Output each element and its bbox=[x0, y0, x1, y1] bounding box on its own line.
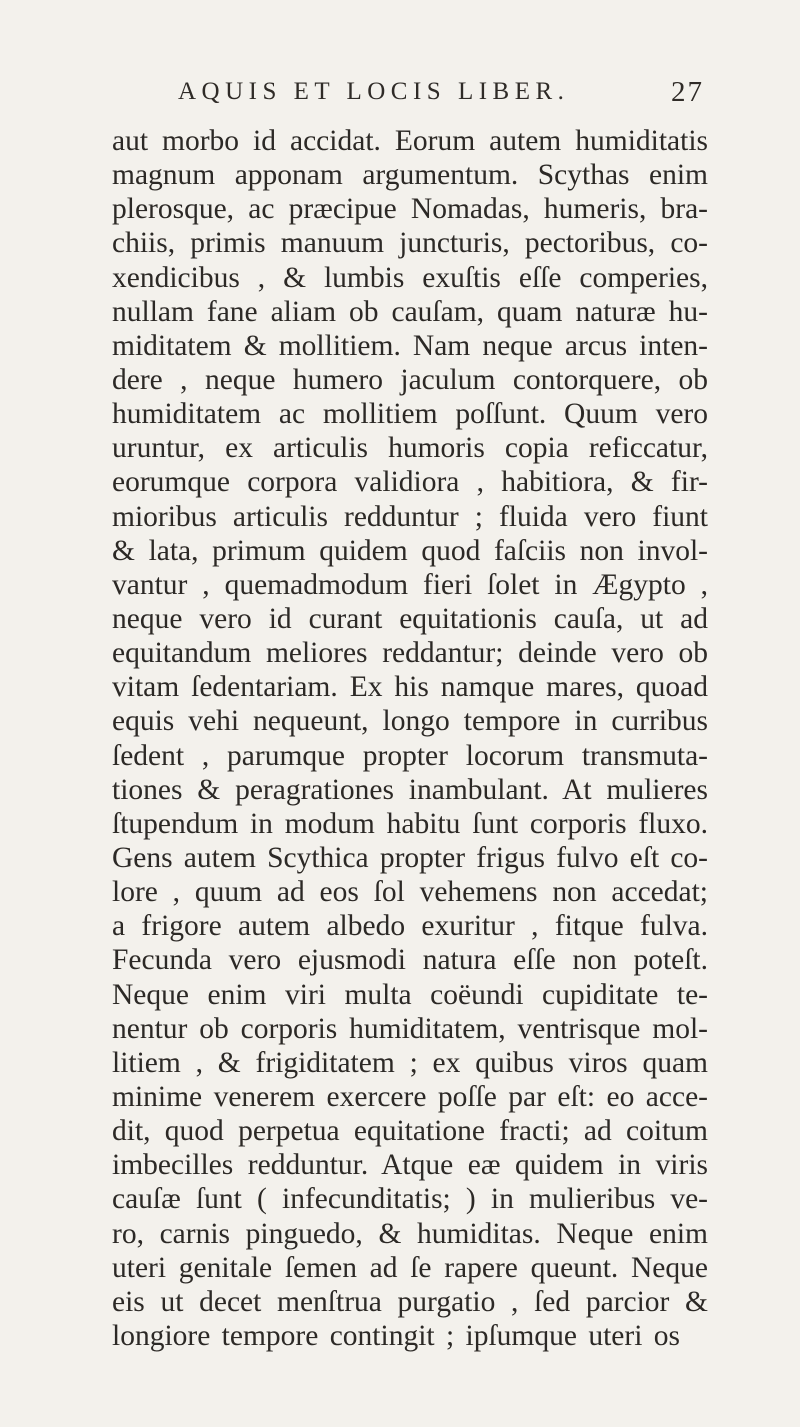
text-line: nentur ob corporis humiditatem, ventrisque mol- bbox=[112, 1012, 708, 1045]
text-line: aut morbo id accidat. Eorum autem humiditatis bbox=[112, 125, 708, 157]
text-line: uteri genitale ſemen ad ſe rapere queunt. Neque bbox=[112, 1251, 708, 1284]
text-line: ſedent , parumque propter locorum transmuta- bbox=[112, 739, 708, 772]
text-line: & lata, primum quidem quod faſciis non invol- bbox=[112, 534, 708, 567]
text-line: Gens autem Scythica propter frigus fulvo eſt co- bbox=[112, 841, 708, 874]
text-line: magnum apponam argumentum. Scythas enim bbox=[112, 159, 708, 192]
running-title: AQUIS ET LOCIS LIBER. bbox=[178, 78, 570, 105]
text-line: uruntur, ex articulis humoris copia reficcatur, bbox=[112, 432, 708, 465]
text-line: minime venerem exercere poſſe par eſt: eo acce- bbox=[112, 1080, 708, 1113]
text-line: Neque enim viri multa coëundi cupiditate te- bbox=[112, 978, 708, 1011]
text-line: xendicibus , & lumbis exuſtis eſſe comperies, bbox=[112, 261, 708, 294]
text-line: humiditatem ac mollitiem poſſunt. Quum vero bbox=[112, 398, 708, 431]
text-line: eorumque corpora validiora , habitiora, & fir- bbox=[112, 466, 708, 499]
text-line: miditatem & mollitiem. Nam neque arcus inten- bbox=[112, 329, 708, 362]
running-header bbox=[0, 78, 800, 108]
text-line: litiem , & frigiditatem ; ex quibus viros quam bbox=[112, 1046, 708, 1079]
text-line: chiis, primis manuum juncturis, pectoribus, co- bbox=[112, 227, 708, 260]
text-line: nullam fane aliam ob cauſam, quam naturæ hu- bbox=[112, 295, 708, 328]
text-line: dit, quod perpetua equitatione fracti; ad coitum bbox=[112, 1115, 708, 1148]
text-line: ſtupendum in modum habitu ſunt corporis fluxo. bbox=[112, 807, 708, 840]
text-line: eis ut decet menſtrua purgatio , ſed parcior & bbox=[112, 1285, 708, 1318]
text-line: Fecunda vero ejusmodi natura eſſe non poteſt. bbox=[112, 944, 708, 977]
text-line: neque vero id curant equitationis cauſa, ut ad bbox=[112, 602, 708, 635]
text-line: tiones & peragrationes inambulant. At mulieres bbox=[112, 773, 708, 806]
page-number: 27 bbox=[671, 76, 704, 108]
text-line: vantur , quemadmodum fieri ſolet in Ægypto , bbox=[112, 568, 708, 601]
text-line: equis vehi nequeunt, longo tempore in curribus bbox=[112, 705, 708, 738]
text-line: lore , quum ad eos ſol vehemens non accedat; bbox=[112, 876, 708, 909]
text-line: mioribus articulis redduntur ; fluida vero fiunt bbox=[112, 500, 708, 533]
text-line: a frigore autem albedo exuritur , fitque fulva. bbox=[112, 910, 708, 943]
text-line: vitam ſedentariam. Ex his namque mares, quoad bbox=[112, 671, 708, 704]
text-line: ro, carnis pinguedo, & humiditas. Neque enim bbox=[112, 1217, 708, 1250]
text-line: cauſæ ſunt ( infecunditatis; ) in mulieribus ve- bbox=[112, 1183, 708, 1216]
text-line: plerosque, ac præcipue Nomadas, humeris, bra- bbox=[112, 193, 708, 226]
text-line: dere , neque humero jaculum contorquere, ob bbox=[112, 363, 708, 396]
text-line: equitandum meliores reddantur; deinde vero ob bbox=[112, 637, 708, 670]
text-line: longiore tempore contingit ; ipſumque uteri os bbox=[112, 1319, 681, 1352]
text-line: imbecilles redduntur. Atque eæ quidem in viris bbox=[112, 1149, 708, 1182]
body-text bbox=[112, 124, 708, 1353]
